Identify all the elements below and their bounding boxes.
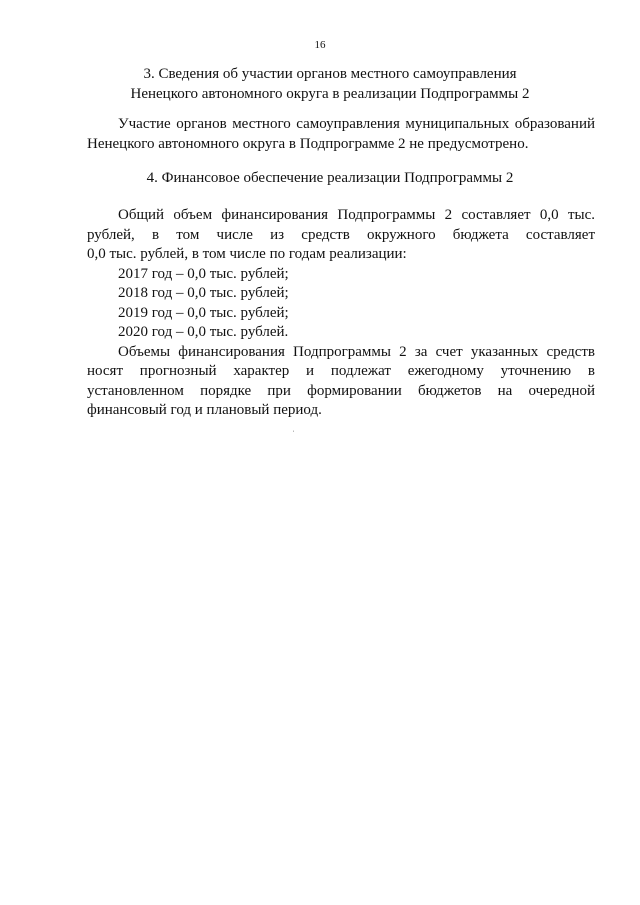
funding-year-2019: 2019 год – 0,0 тыс. рублей; bbox=[118, 304, 289, 321]
funding-year-2017: 2017 год – 0,0 тыс. рублей; bbox=[118, 265, 289, 282]
section-3-heading-line-2: Ненецкого автономного округа в реализации Подпрограммы 2 bbox=[130, 86, 530, 102]
funding-note-line-4: финансовый год и плановый период. bbox=[87, 402, 322, 418]
page-number: 16 bbox=[314, 39, 326, 51]
funding-year-2018: 2018 год – 0,0 тыс. рублей; bbox=[118, 285, 289, 301]
funding-total-line-2: рублей, в том числе из средств окружного бюджета составляет bbox=[87, 226, 595, 243]
participation-paragraph bbox=[87, 115, 595, 154]
funding-total-line-3: 0,0 тыс. рублей, в том числе по годам реализации: bbox=[87, 246, 407, 262]
funding-note-line-2: носят прогнозный характер и подлежат ежегодному уточнению в bbox=[87, 363, 595, 379]
section-3-heading bbox=[60, 64, 600, 104]
funding-year-2020: 2020 год – 0,0 тыс. рублей. bbox=[118, 324, 289, 340]
section-4-heading bbox=[60, 168, 600, 188]
section-4-heading-line: 4. Финансовое обеспечение реализации Подпрограммы 2 bbox=[146, 170, 514, 186]
participation-line-1: Участие органов местного самоуправления муниципальных образований bbox=[118, 116, 595, 132]
participation-line-2: Ненецкого автономного округа в Подпрограмме 2 не предусмотрено. bbox=[87, 135, 529, 152]
funding-total-line-1: Общий объем финансирования Подпрограммы 2 составляет 0,0 тыс. bbox=[118, 207, 595, 223]
funding-paragraph bbox=[87, 206, 595, 421]
scan-mark: ˌ bbox=[292, 422, 295, 432]
funding-note-line-3: установленном порядке при формировании бюджетов на очередной bbox=[87, 382, 595, 399]
section-3-heading-line-1: 3. Сведения об участии органов местного самоуправления bbox=[143, 66, 517, 82]
funding-note-line-1: Объемы финансирования Подпрограммы 2 за счет указанных средств bbox=[118, 343, 595, 360]
